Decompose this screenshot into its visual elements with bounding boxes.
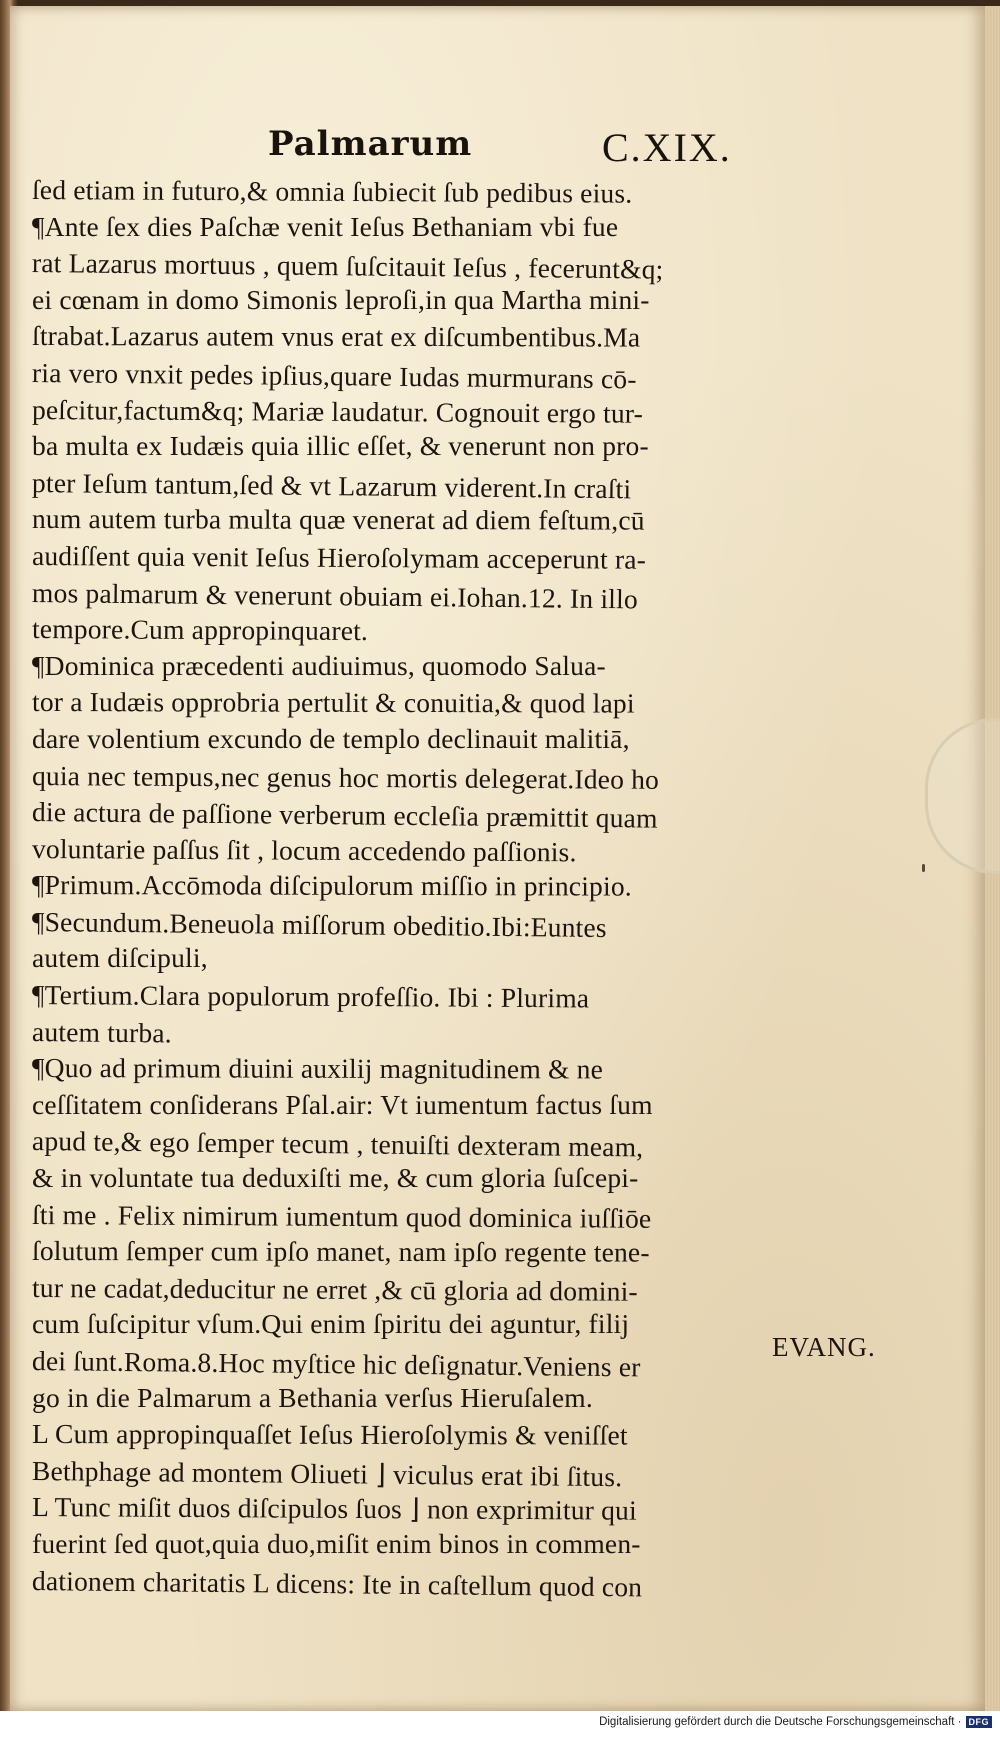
text-line: tor a Iudæis opprobria pertulit & conuitia,& quod lapi: [31, 686, 635, 719]
text-line: ¶Ante ſex dies Paſchæ venit Ieſus Bethaniam vbi fue: [32, 210, 619, 242]
text-line: peſcitur,factum&q; Mariæ laudatur. Cognouit ergo tur-: [31, 393, 644, 429]
text-line: apud te,& ego ſemper tecum , tenuiſti dexteram meam,: [31, 1125, 644, 1163]
text-line: ¶Tertium.Clara populorum profeſſio. Ibi : Plurima: [31, 979, 590, 1014]
text-line: dare volentium excundo de templo declinauit malitiā,: [32, 722, 630, 754]
text-line: ba multa ex Iudæis quia illic eſſet, & venerunt non pro-: [32, 430, 649, 462]
body-text: [31, 172, 762, 1602]
text-line: tempore.Cum appropinquaret.: [31, 613, 369, 647]
text-line: L Tunc miſit duos diſcipulos ſuos ⌋ non exprimitur qui: [31, 1491, 638, 1527]
text-line: ¶Quo ad primum diuini auxilij magnitudinem & ne: [31, 1052, 604, 1085]
book-page: [10, 6, 985, 1711]
text-line: fuerint ſed quot,quia duo,miſit enim binos in commen-: [32, 1527, 641, 1559]
text-line: ei cœnam in domo Simonis leproſi,in qua Martha mini-: [32, 283, 650, 315]
text-line: dationem charitatis L dicens: Ite in caſtellum quod con: [31, 1564, 643, 1602]
text-line: ria vero vnxit pedes ipſius,quare Iudas murmurans cō-: [31, 356, 637, 395]
text-line: autem turba.: [31, 1015, 173, 1049]
text-line: die actura de paſſione verberum eccleſia præmittit quam: [31, 796, 658, 834]
text-line: Bethphage ad montem Oliueti ⌋ viculus erat ibi ſitus.: [31, 1454, 623, 1492]
text-line: cum ſuſcipitur vſum.Qui enim ſpiritu dei aguntur, filij: [32, 1308, 630, 1340]
text-line: audiſſent quia venit Ieſus Hieroſolymam acceperunt ra-: [31, 539, 647, 575]
text-line: ¶Dominica præcedenti audiuimus, quomodo Salua-: [32, 649, 606, 681]
text-line: & in voluntate tua deduxiſti me, & cum gloria ſuſcepi-: [32, 1162, 639, 1194]
text-line: go in die Palmarum a Bethania verſus Hieruſalem.: [32, 1381, 593, 1413]
text-line: quia nec tempus,nec genus hoc mortis delegerat.Ideo ho: [31, 759, 660, 795]
text-line: ſolutum ſemper cum ipſo manet, nam ipſo regente tene-: [31, 1235, 650, 1268]
text-line: ceſſitatem conſiderans Pſal.air: Vt iumentum factus ſum: [32, 1088, 653, 1120]
text-line: autem diſcipuli,: [32, 942, 208, 974]
text-line: ſti me . Felix nimirum iumentum quod dominica iuſſiōe: [31, 1198, 652, 1234]
dfg-logo: DFG: [966, 1716, 993, 1728]
digitization-credit: [599, 1716, 992, 1728]
text-line: ¶Secundum.Beneuola miſſorum obeditio.Ibi:Euntes: [31, 905, 607, 943]
credit-text: Digitalisierung gefördert durch die Deutsche Forschungsgemeinschaft ·: [599, 1716, 962, 1728]
folio-number: C.XIX.: [602, 125, 732, 170]
text-line: tur ne cadat,deducitur ne erret ,& cū gloria ad domini-: [31, 1271, 638, 1307]
text-line: num autem turba multa quæ venerat ad diem feſtum,cū: [31, 503, 645, 536]
text-line: ſtrabat.Lazarus autem vnus erat ex diſcumbentibus.Ma: [31, 320, 641, 353]
text-line: L Cum appropinquaſſet Ieſus Hieroſolymis & veniſſet: [31, 1418, 628, 1451]
text-line: voluntarie paſſus ſit , locum accedendo paſſionis.: [31, 832, 577, 868]
text-line: ¶Primum.Accōmoda diſcipulorum miſſio in principio.: [31, 869, 632, 902]
text-line: ſed etiam in futuro,& omnia ſubiecit ſub pedibus eius.: [31, 174, 633, 209]
marginal-note: EVANG.: [772, 1332, 876, 1362]
paper-blemish: [922, 864, 925, 872]
text-line: dei ſunt.Roma.8.Hoc myſtice hic deſignatur.Veniens er: [31, 1345, 641, 1383]
page-header: [10, 124, 985, 174]
text-line: mos palmarum & venerunt obuiam ei.Iohan.12. In illo: [31, 576, 639, 614]
text-line: rat Lazarus mortuus , quem ſuſcitauit Ieſus , fecerunt&q;: [31, 247, 664, 285]
text-line: pter Ieſum tantum,ſed & vt Lazarum viderent.In craſti: [31, 466, 632, 505]
running-title: Palmarum: [268, 124, 473, 164]
